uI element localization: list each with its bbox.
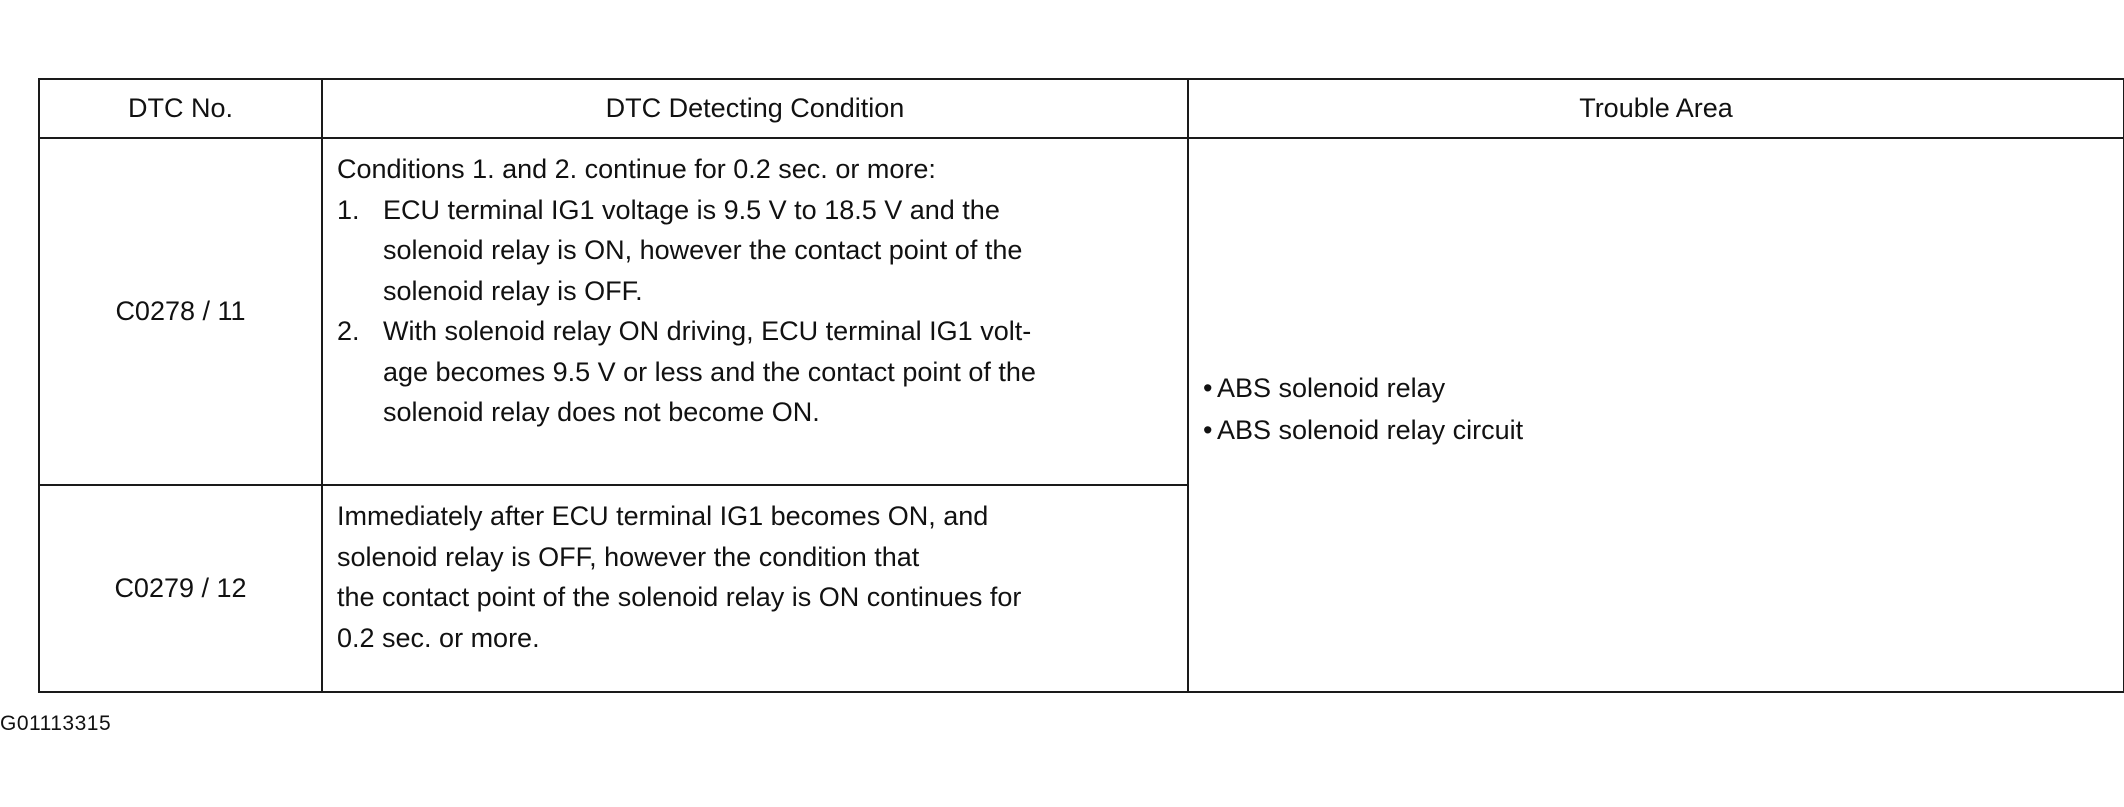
condition-intro: Conditions 1. and 2. continue for 0.2 sec. or more: (337, 154, 936, 184)
detecting-condition-cell (322, 485, 1188, 692)
condition-line: solenoid relay is OFF, however the condition that (337, 541, 920, 572)
condition-line: solenoid relay does not become ON. (383, 397, 820, 427)
condition-line: the contact point of the solenoid relay is ON continues for (337, 582, 1022, 612)
condition-text (383, 190, 1169, 312)
condition-line: solenoid relay is ON, however the contact point of the (383, 235, 1023, 265)
figure-id: G01113315 (0, 712, 112, 735)
trouble-area-list (1203, 367, 2123, 451)
header-detecting-condition: DTC Detecting Condition (322, 79, 1188, 138)
condition-line: With solenoid relay ON driving, ECU terminal IG1 volt- (383, 316, 1032, 346)
condition-line: age becomes 9.5 V or less and the contact point of the (383, 356, 1036, 387)
header-dtc-no: DTC No. (39, 79, 322, 138)
bullet-icon: • (1203, 373, 1213, 403)
table-header-row (39, 79, 2124, 138)
condition-number: 2. (337, 316, 360, 346)
dtc-code-cell: C0278 / 11 (39, 138, 322, 485)
condition-line: 0.2 sec. or more. (337, 622, 540, 653)
trouble-area-cell (1188, 138, 2124, 692)
condition-list (337, 190, 1169, 433)
condition-item (337, 311, 1169, 433)
condition-number: 1. (337, 194, 360, 225)
bullet-icon: • (1203, 415, 1213, 445)
dtc-code-cell: C0279 / 12 (39, 485, 322, 692)
header-trouble-area: Trouble Area (1188, 79, 2124, 138)
condition-text (383, 311, 1169, 433)
detecting-condition-cell (322, 138, 1188, 485)
list-item (1203, 367, 2123, 409)
condition-item (337, 190, 1169, 312)
trouble-area-text: ABS solenoid relay circuit (1217, 415, 1524, 445)
table-row (39, 138, 2124, 485)
dtc-table (38, 78, 2124, 693)
condition-line: solenoid relay is OFF. (383, 275, 643, 306)
trouble-area-text: ABS solenoid relay (1217, 373, 1446, 403)
condition-line: Immediately after ECU terminal IG1 becomes ON, and (337, 501, 989, 531)
list-item (1203, 409, 2123, 451)
condition-line: ECU terminal IG1 voltage is 9.5 V to 18.5 V and the (383, 194, 1000, 225)
